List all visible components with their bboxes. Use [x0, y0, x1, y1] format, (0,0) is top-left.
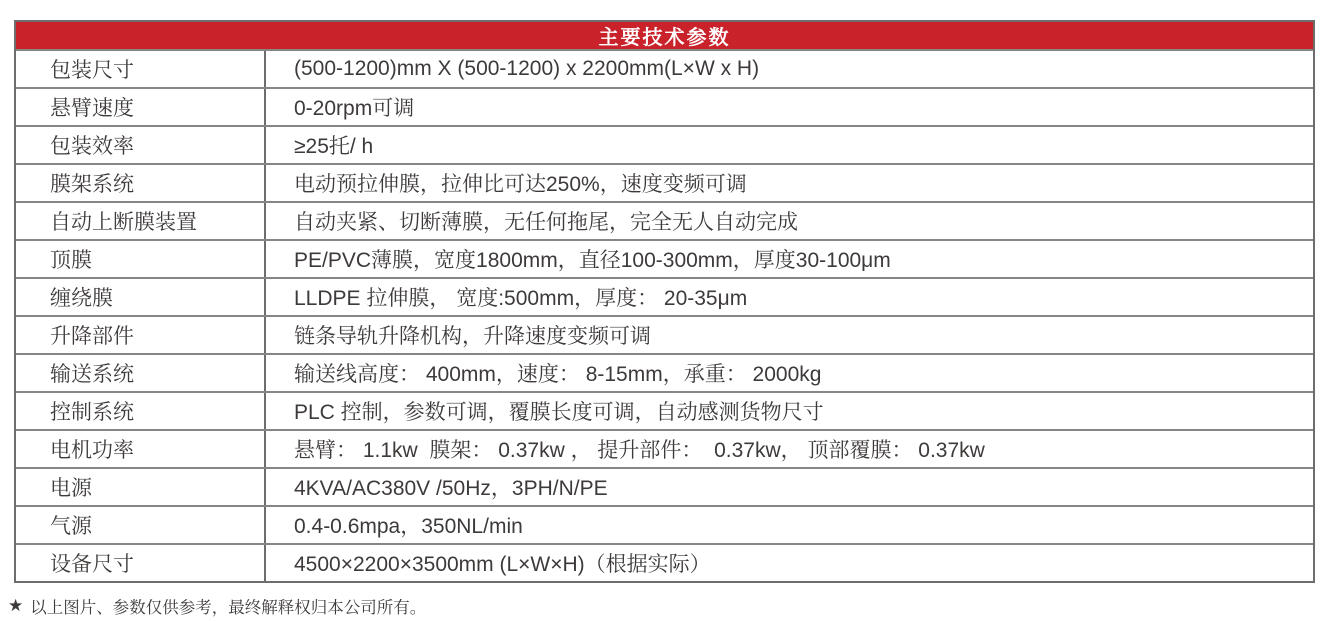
- table-row: [16, 277, 1313, 315]
- param-label: 缠绕膜: [16, 279, 266, 315]
- table-row: [16, 163, 1313, 201]
- disclaimer-note: [8, 594, 426, 618]
- param-value: 0.4-0.6mpa，350NL/min: [294, 515, 523, 538]
- param-label: 膜架系统: [16, 165, 266, 201]
- table-row: [16, 543, 1313, 581]
- param-value: 0-20rpm可调: [294, 97, 415, 120]
- disclaimer-text: 以上图片、参数仅供参考，最终解释权归本公司所有。: [30, 599, 427, 617]
- param-label: 升降部件: [16, 317, 266, 353]
- param-label: 悬臂速度: [16, 89, 266, 125]
- param-value: 输送线高度： 400mm，速度： 8-15mm，承重： 2000kg: [294, 363, 822, 386]
- spec-table: [14, 20, 1315, 583]
- param-value: LLDPE 拉伸膜， 宽度:500mm，厚度： 20-35μm: [294, 287, 748, 310]
- table-row: [16, 505, 1313, 543]
- table-title: 主要技术参数: [598, 27, 731, 49]
- table-row: [16, 201, 1313, 239]
- param-value: (500-1200)mm X (500-1200) x 2200mm(L×W x H): [294, 57, 760, 80]
- param-value: PLC 控制，参数可调，覆膜长度可调，自动感测货物尺寸: [294, 401, 824, 424]
- param-label: 自动上断膜装置: [16, 203, 266, 239]
- param-value: 4500×2200×3500mm (L×W×H)（根据实际）: [294, 553, 711, 576]
- param-label: 输送系统: [16, 355, 266, 391]
- table-row: [16, 353, 1313, 391]
- table-title-bar: [16, 22, 1313, 49]
- param-value: 电动预拉伸膜，拉伸比可达250%，速度变频可调: [294, 173, 747, 196]
- table-row: [16, 87, 1313, 125]
- param-label: 气源: [16, 507, 266, 543]
- table-row: [16, 49, 1313, 87]
- param-label: 控制系统: [16, 393, 266, 429]
- param-value: 悬臂： 1.1kw 膜架： 0.37kw ， 提升部件： 0.37kw， 顶部覆膜： 0.37kw: [294, 439, 985, 462]
- param-label: 电源: [16, 469, 266, 505]
- param-value: 自动夹紧、切断薄膜，无任何拖尾，完全无人自动完成: [294, 211, 798, 234]
- table-row: [16, 391, 1313, 429]
- param-value: ≥25托/ h: [294, 135, 374, 158]
- param-label: 顶膜: [16, 241, 266, 277]
- table-row: [16, 429, 1313, 467]
- star-icon: ★: [8, 596, 24, 615]
- table-row: [16, 125, 1313, 163]
- param-label: 设备尺寸: [16, 545, 266, 581]
- table-row: [16, 467, 1313, 505]
- param-value: 链条导轨升降机构，升降速度变频可调: [294, 325, 651, 348]
- param-value: PE/PVC薄膜，宽度1800mm，直径100-300mm，厚度30-100μm: [294, 249, 891, 272]
- table-row: [16, 239, 1313, 277]
- param-label: 包装效率: [16, 127, 266, 163]
- param-label: 包装尺寸: [16, 51, 266, 87]
- param-value: 4KVA/AC380V /50Hz，3PH/N/PE: [294, 477, 608, 500]
- table-row: [16, 315, 1313, 353]
- param-label: 电机功率: [16, 431, 266, 467]
